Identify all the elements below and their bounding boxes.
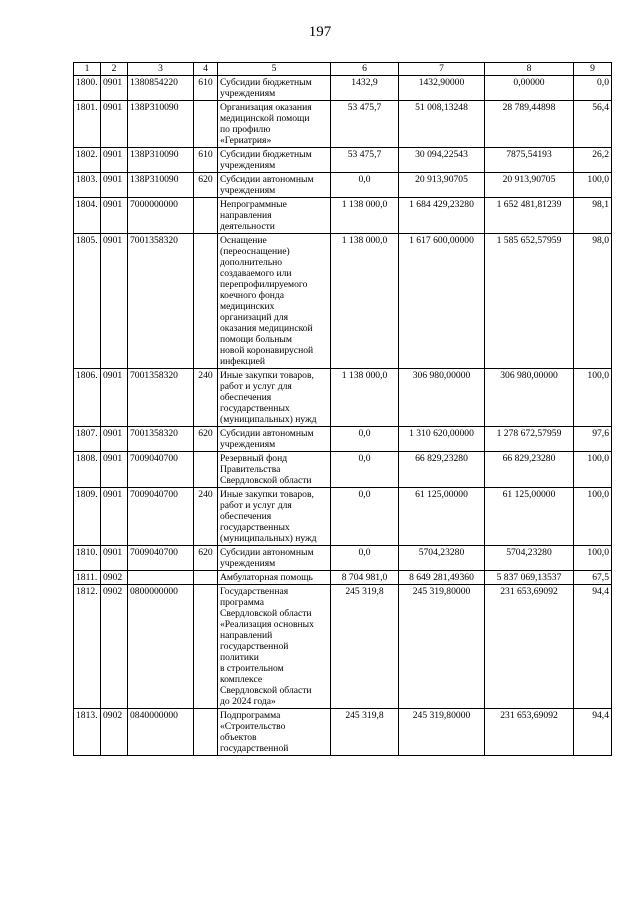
section-code-cell: 0901: [101, 198, 128, 234]
item-name-cell: Организация оказания медицинской помощи по профилю «Гериатрия»: [218, 101, 331, 148]
planned-amount-cell: 1432,9: [331, 76, 399, 101]
percent-cell: 56,4: [574, 101, 612, 148]
section-code-cell: 0901: [101, 148, 128, 173]
expense-type-cell: 610: [194, 76, 218, 101]
item-name-cell: Резервный фонд Правительства Свердловской области: [218, 452, 331, 488]
section-code-cell: 0902: [101, 585, 128, 709]
item-name-cell: Субсидии бюджетным учреждениям: [218, 148, 331, 173]
clarified-amount-cell: 1 684 429,23280: [399, 198, 485, 234]
target-article-cell: [128, 571, 194, 585]
executed-amount-cell: 7875,54193: [485, 148, 574, 173]
target-article-cell: 138P310090: [128, 148, 194, 173]
expense-type-cell: [194, 571, 218, 585]
percent-cell: 100,0: [574, 369, 612, 427]
table-row: [74, 173, 612, 198]
clarified-amount-cell: 8 649 281,49360: [399, 571, 485, 585]
expense-type-cell: 620: [194, 427, 218, 452]
expense-type-cell: [194, 585, 218, 709]
planned-amount-cell: 1 138 000,0: [331, 369, 399, 427]
planned-amount-cell: 0,0: [331, 173, 399, 198]
section-code-cell: 0901: [101, 427, 128, 452]
row-number-cell: 1804.: [74, 198, 101, 234]
table-row: [74, 148, 612, 173]
expense-type-cell: [194, 452, 218, 488]
table-row: [74, 488, 612, 546]
row-number-cell: 1805.: [74, 234, 101, 369]
row-number-cell: 1813.: [74, 709, 101, 756]
planned-amount-cell: 0,0: [331, 546, 399, 571]
item-name-cell: Непрограммные направления деятельности: [218, 198, 331, 234]
executed-amount-cell: 66 829,23280: [485, 452, 574, 488]
clarified-amount-cell: 245 319,80000: [399, 709, 485, 756]
row-number-cell: 1801.: [74, 101, 101, 148]
percent-cell: 94,4: [574, 709, 612, 756]
item-name-cell: Субсидии автономным учреждениям: [218, 173, 331, 198]
clarified-amount-cell: 20 913,90705: [399, 173, 485, 198]
row-number-cell: 1812.: [74, 585, 101, 709]
executed-amount-cell: 20 913,90705: [485, 173, 574, 198]
column-header: 2: [101, 63, 128, 76]
target-article-cell: 0840000000: [128, 709, 194, 756]
executed-amount-cell: 28 789,44898: [485, 101, 574, 148]
planned-amount-cell: 0,0: [331, 452, 399, 488]
table-row: [74, 101, 612, 148]
target-article-cell: 7001358320: [128, 427, 194, 452]
clarified-amount-cell: 245 319,80000: [399, 585, 485, 709]
expense-type-cell: 240: [194, 488, 218, 546]
expense-type-cell: [194, 234, 218, 369]
planned-amount-cell: 245 319,8: [331, 585, 399, 709]
planned-amount-cell: 53 475,7: [331, 101, 399, 148]
planned-amount-cell: 53 475,7: [331, 148, 399, 173]
expense-type-cell: [194, 101, 218, 148]
clarified-amount-cell: 306 980,00000: [399, 369, 485, 427]
percent-cell: 100,0: [574, 173, 612, 198]
planned-amount-cell: 8 704 981,0: [331, 571, 399, 585]
planned-amount-cell: 1 138 000,0: [331, 234, 399, 369]
target-article-cell: 0800000000: [128, 585, 194, 709]
executed-amount-cell: 61 125,00000: [485, 488, 574, 546]
clarified-amount-cell: 30 094,22543: [399, 148, 485, 173]
percent-cell: 100,0: [574, 546, 612, 571]
item-name-cell: Оснащение (переоснащение) дополнительно создаваемого или перепрофилируемого коечного фонда медицинских организаций для оказания медицинской помощи больным новой коронавирусной инфекцией: [218, 234, 331, 369]
section-code-cell: 0901: [101, 488, 128, 546]
target-article-cell: 7001358320: [128, 369, 194, 427]
clarified-amount-cell: 1 310 620,00000: [399, 427, 485, 452]
section-code-cell: 0902: [101, 571, 128, 585]
section-code-cell: 0901: [101, 173, 128, 198]
clarified-amount-cell: 1 617 600,00000: [399, 234, 485, 369]
column-header: 4: [194, 63, 218, 76]
planned-amount-cell: 0,0: [331, 427, 399, 452]
clarified-amount-cell: 1432,90000: [399, 76, 485, 101]
column-header: 7: [399, 63, 485, 76]
row-number-cell: 1811.: [74, 571, 101, 585]
executed-amount-cell: 306 980,00000: [485, 369, 574, 427]
item-name-cell: Субсидии автономным учреждениям: [218, 546, 331, 571]
planned-amount-cell: 0,0: [331, 488, 399, 546]
percent-cell: 94,4: [574, 585, 612, 709]
clarified-amount-cell: 66 829,23280: [399, 452, 485, 488]
executed-amount-cell: 5704,23280: [485, 546, 574, 571]
item-name-cell: Государственная программа Свердловской области «Реализация основных направлений государственной политики в строительном комплексе Свердловской области до 2024 года»: [218, 585, 331, 709]
target-article-cell: 1380854220: [128, 76, 194, 101]
item-name-cell: Подпрограмма «Строительство объектов государственной: [218, 709, 331, 756]
executed-amount-cell: 231 653,69092: [485, 585, 574, 709]
target-article-cell: 7001358320: [128, 234, 194, 369]
expense-type-cell: [194, 709, 218, 756]
budget-table: [73, 62, 612, 756]
clarified-amount-cell: 51 008,13248: [399, 101, 485, 148]
item-name-cell: Иные закупки товаров, работ и услуг для обеспечения государственных (муниципальных) нужд: [218, 369, 331, 427]
planned-amount-cell: 245 319,8: [331, 709, 399, 756]
section-code-cell: 0901: [101, 452, 128, 488]
target-article-cell: 7000000000: [128, 198, 194, 234]
executed-amount-cell: 1 652 481,81239: [485, 198, 574, 234]
row-number-cell: 1803.: [74, 173, 101, 198]
table-row: [74, 709, 612, 756]
column-header: 1: [74, 63, 101, 76]
percent-cell: 0,0: [574, 76, 612, 101]
executed-amount-cell: 1 278 672,57959: [485, 427, 574, 452]
expense-type-cell: 620: [194, 173, 218, 198]
table-row: [74, 452, 612, 488]
column-header: 5: [218, 63, 331, 76]
column-header: 8: [485, 63, 574, 76]
section-code-cell: 0901: [101, 234, 128, 369]
table-row: [74, 234, 612, 369]
section-code-cell: 0901: [101, 76, 128, 101]
percent-cell: 98,1: [574, 198, 612, 234]
column-header: 9: [574, 63, 612, 76]
target-article-cell: 7009040700: [128, 546, 194, 571]
row-number-cell: 1806.: [74, 369, 101, 427]
table-row: [74, 546, 612, 571]
executed-amount-cell: 0,00000: [485, 76, 574, 101]
section-code-cell: 0901: [101, 369, 128, 427]
row-number-cell: 1808.: [74, 452, 101, 488]
item-name-cell: Субсидии бюджетным учреждениям: [218, 76, 331, 101]
row-number-cell: 1810.: [74, 546, 101, 571]
percent-cell: 98,0: [574, 234, 612, 369]
target-article-cell: 138P310090: [128, 173, 194, 198]
percent-cell: 100,0: [574, 452, 612, 488]
table-row: [74, 76, 612, 101]
table-row: [74, 571, 612, 585]
item-name-cell: Амбулаторная помощь: [218, 571, 331, 585]
column-header: 3: [128, 63, 194, 76]
target-article-cell: 7009040700: [128, 488, 194, 546]
column-header: 6: [331, 63, 399, 76]
target-article-cell: 138P310090: [128, 101, 194, 148]
percent-cell: 67,5: [574, 571, 612, 585]
expense-type-cell: 240: [194, 369, 218, 427]
header-row: [74, 63, 612, 76]
percent-cell: 97,6: [574, 427, 612, 452]
clarified-amount-cell: 5704,23280: [399, 546, 485, 571]
percent-cell: 26,2: [574, 148, 612, 173]
item-name-cell: Субсидии автономным учреждениям: [218, 427, 331, 452]
table-row: [74, 427, 612, 452]
executed-amount-cell: 231 653,69092: [485, 709, 574, 756]
clarified-amount-cell: 61 125,00000: [399, 488, 485, 546]
expense-type-cell: [194, 198, 218, 234]
executed-amount-cell: 1 585 652,57959: [485, 234, 574, 369]
item-name-cell: Иные закупки товаров, работ и услуг для обеспечения государственных (муниципальных) нужд: [218, 488, 331, 546]
expense-type-cell: 620: [194, 546, 218, 571]
executed-amount-cell: 5 837 069,13537: [485, 571, 574, 585]
planned-amount-cell: 1 138 000,0: [331, 198, 399, 234]
row-number-cell: 1800.: [74, 76, 101, 101]
target-article-cell: 7009040700: [128, 452, 194, 488]
table-row: [74, 585, 612, 709]
table-body: [74, 76, 612, 756]
page-number: 197: [308, 24, 332, 40]
table-row: [74, 369, 612, 427]
row-number-cell: 1809.: [74, 488, 101, 546]
row-number-cell: 1807.: [74, 427, 101, 452]
table-row: [74, 198, 612, 234]
section-code-cell: 0901: [101, 546, 128, 571]
row-number-cell: 1802.: [74, 148, 101, 173]
section-code-cell: 0902: [101, 709, 128, 756]
percent-cell: 100,0: [574, 488, 612, 546]
section-code-cell: 0901: [101, 101, 128, 148]
expense-type-cell: 610: [194, 148, 218, 173]
